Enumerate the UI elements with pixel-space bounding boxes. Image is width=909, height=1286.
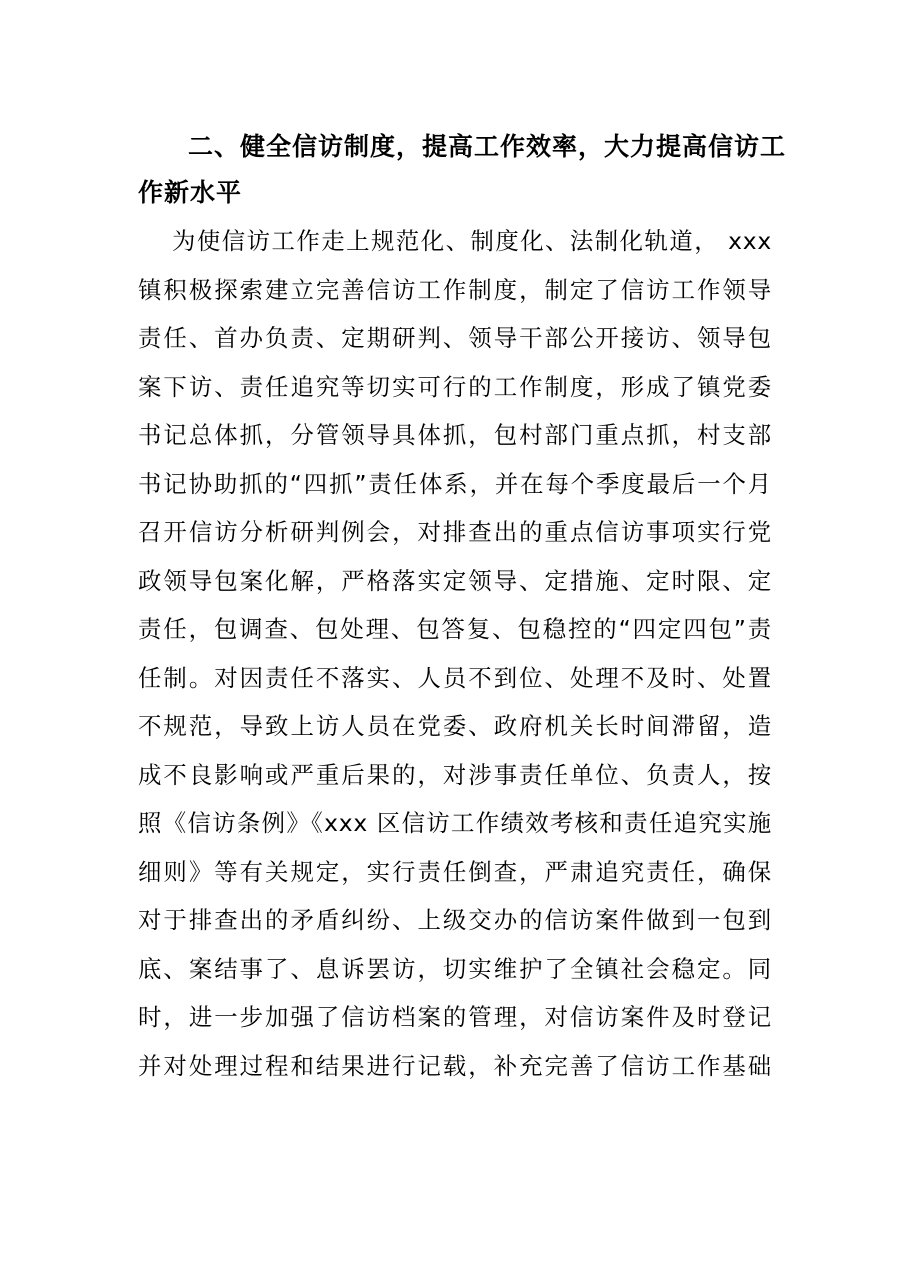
paragraph-line: 镇积极探索建立完善信访工作制度，制定了信访工作领导 [138,275,772,304]
heading-line: 二、健全信访制度，提高工作效率，大力提高信访工 [188,132,787,161]
section-heading [138,124,787,216]
heading-line: 作新水平 [138,178,243,207]
paragraph-line: 照《信访条例》《xxx 区信访工作绩效考核和责任追究实施 [138,809,772,837]
paragraph-line: 书记协助抓的“四抓”责任体系，并在每个季度最后一个月 [138,469,772,498]
paragraph-line: 并对处理过程和结果进行记载，补充完善了信访工作基础 [138,1051,772,1080]
paragraph-line: 对于排查出的矛盾纠纷、上级交办的信访案件做到一包到 [138,906,772,934]
paragraph-line: 底、案结事了、息诉罢访，切实维护了全镇社会稳定。同 [138,954,772,983]
paragraph-line: 书记总体抓，分管领导具体抓，包村部门重点抓，村支部 [138,421,772,449]
paragraph-line: 责任，包调查、包处理、包答复、包稳控的“四定四包”责 [138,615,772,643]
paragraph-line: 政领导包案化解，严格落实定领导、定措施、定时限、定 [138,566,772,595]
paragraph-line: 召开信访分析研判例会，对排查出的重点信访事项实行党 [138,518,772,546]
paragraph-line: 责任、首办负责、定期研判、领导干部公开接访、领导包 [138,324,772,352]
body-paragraph [138,217,772,1090]
paragraph-line: 时，进一步加强了信访档案的管理，对信访案件及时登记 [138,1003,772,1031]
paragraph-line: 不规范，导致上访人员在党委、政府机关长时间滞留，造 [138,712,772,740]
paragraph-line: 细则》等有关规定，实行责任倒查，严肃追究责任，确保 [138,857,772,886]
paragraph-line: 为使信访工作走上规范化、制度化、法制化轨道， xxx [172,227,772,255]
paragraph-line: 成不良影响或严重后果的，对涉事责任单位、负责人，按 [138,760,772,789]
paragraph-line: 任制。对因责任不落实、人员不到位、处理不及时、处置 [138,663,772,692]
paragraph-line: 案下访、责任追究等切实可行的工作制度，形成了镇党委 [138,372,772,401]
